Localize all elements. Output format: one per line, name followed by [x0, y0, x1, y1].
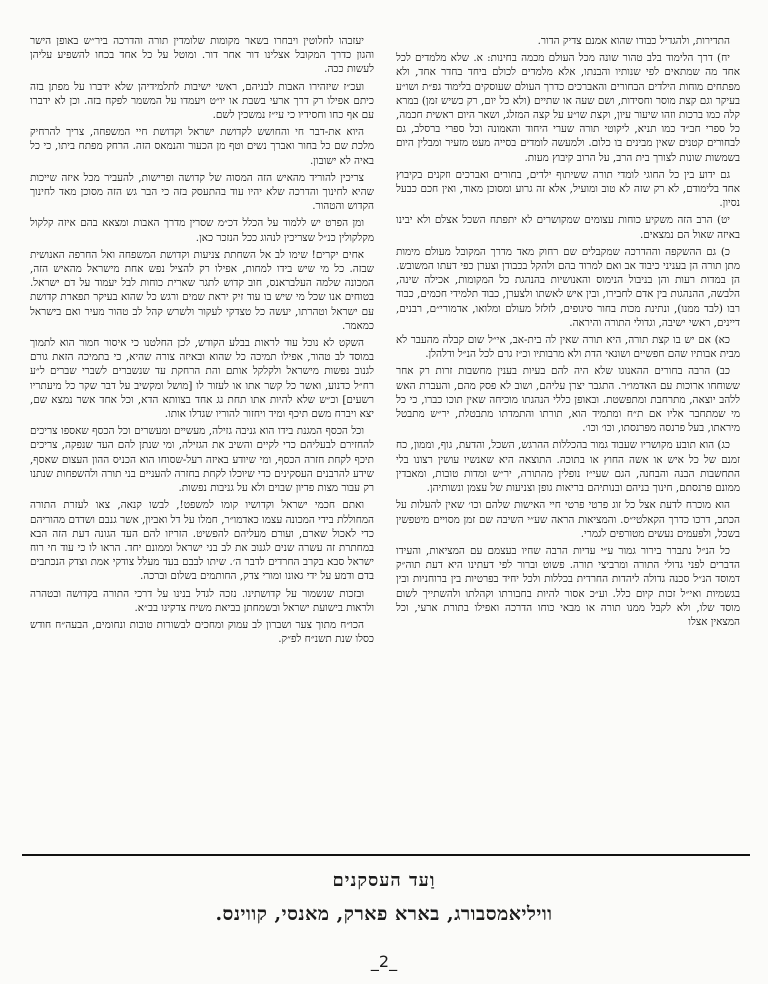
paragraph: יעזבהו לחלוטין ויבחרו בשאר מקומות שלומדין תורה והדרכה ביר״ש באופן הישר והגון כדרך המקובל אצלינו דור אחר דור. ומוטל על כל אחד בכחו להשפיע עליהן לעשות ככה. [30, 35, 374, 76]
paragraph: התדירות, ולהגדיל כבודו שהוא אמנם צדיק הדור. [537, 35, 730, 47]
paragraph: ועכ״ז שיזהירו האבות לבניהם, ראשי ישיבות לתלמידיהן שלא ידברו על מפתן בזה כיתם אפילו רק דרך ארעי בשבת או יו״ט ויעמדו על המשמר לפקח בזה. וכן לא ידברו עם אף כחו וחסידיו כי עי״ז נמשכין לשם. [30, 80, 374, 122]
footer-divider [22, 854, 750, 856]
paragraph: ובזכות שנשמור על קדושתינו. נזכה לגדל בנינו על דרכי התורה בקדושה ובטהרה ולראות בישועת ישראל ובשמחתן בביאת משיח צדקינו בב״א. [30, 587, 374, 614]
footer-title: וַעד העסקנים [332, 870, 436, 891]
text-columns [30, 34, 740, 839]
paragraph: הוא מוכרח לדעת אצל כל זוג פרטי פרטי חיי האישות שלהם וכו׳ שאין להעלות על הכתב, דרכו כדרך הקאלטי״ס. והמציאות הראה שע״י השיבה שם זמן מסויים מיטפשין בשכל, ולפעמים נעשים מטורפים לגמרי. [396, 499, 740, 540]
paragraph: השקט לא נוכל עוד לראות בבלע הקודש, לכן החלטנו כי איסור חמור הוא לתמוך במוסד לב טהור, אפילו תמיכה כל שהוא ובאיזה צורה שהיא, כי בתמיכה הזאת גורם לגנוב נפשות מישראל ולקלקל אותם והת הרחקת עד שנשברים לשברי שברים ל״ע רח״ל כדנוע, ואשר כל קשר אתו או לעזור לו [מושל ומקשיב על דבר שקר כל מיעתריו רשעים] וכ״ש שלא להיות אתו תחת גג אחד בצוותא הדא, וכל אחד אשר נמצא שם, יצא ויברח משם תיכף ומיד ויחזור להוריו שגדלו אותו. [30, 337, 374, 421]
page-number: _2_ [370, 952, 398, 971]
paragraph: צריכין להוריד מהאיש הזה המסוה של קדושה ופרישות, להעביר מכל איזה שייכות שהיא לחינוך והדרכה שלא יהיו עוד בהתעסק בזה כי הבר גש הזה מסוכן מאד לחינוך הקדוש והטהור. [30, 171, 374, 213]
paragraph: יח) דרך הלימוד בלב טהור שונה מכל העולם מכמה בחינות: א. שלא מלמדים לכל אחד מה שמתאים לפי שנותיו והבנתו, אלא מלמדים לכולם ביחד בחדר אחד, ולא מפתחים מוחות הילדים הבחורים והאברכים כדרך העולם שעוסקים בלימוד גפ״ת ושו״ע בעיקר וגם קצת מוסר וחסידות, ושם שעה או שתיים (ולא כל יום, רק כשיש זמן) במרא קלה כמו ברכות וזהו שיעור עיון, וקצת שו״ע על קצה המזלג, ושאר היום ראשית חכמה, כל ספרי חב״ד כמו תניא, ליקוטי תורה שערי היחוד והאמונה וכל ספרי ברסלב, גם לבחורים קטנים שאין מבינים בו כלום. ולמעשה לומדים בסייה מעט מזעיר ומבלין היום בשמשות שונות לצורך בית הרב, על הרוב קיבוץ מעות. [396, 52, 740, 164]
paragraph: וכל הכסף המגנת בידו הוא גניבה גזילה, מעשיים ומעשרים וכל הכסף שאספו צריכים להחזירם לבעליהם כדי לקיים והשיב את הגזילה, ומי שנתן להם העד שנפקה, צריכים תיכף לקחת חזרה הכסף, ומי שיודע באיזה רעל-שסוחו הוא הכניס ההון העצום שאסף, שידע להרבנים העסקינים כדי שיוכלו לקחת בחזרה להעניים בני תורה ולהשפחות שנתנו רק עבור מצות פדיון שבוים ולא על גניבות נפשות. [30, 425, 374, 495]
paragraph: יט) הרב הזה משקיע כוחות עצומים שמקושרים לא יתפתח השכל אצלם ולא יבינו באיזה שאול הם נמצאים. [396, 214, 740, 241]
paragraph: כ) גם ההשקפה וההדרכה שמקבלים שם רחוק מאד מדרך המקובל מעולם מימות מתן תורה הן בעניני כיבוד אב ואם למרוד בהם ולהקל בכבודן וצערן כפי דעתו המשובש. הן במדות רעות והן בניבול הנימוס והאנושיות בהנהגת כל המקומות, אכילה שינה, הלבשה, ההנהגות בין אדם לחבירו, ובין איש לאשתו ולצערן, כבוד תלמידי חכמים, כבוד רבו (לבד ממנו), ונתינת מכות בחור סיגופים, לזלזל מעולם ומלואו, אדמורי״ם, רבנים, דיינים, ראשי ישיבה, וגדולי התורה והיראה. [396, 245, 740, 329]
paragraph: כא) אם יש בו קצת תורה, היא תורה שאין לה בית-אב, אי״ל שום קבלה מהעבר לא מבית אבותיו שהם חפשיים ושונאי הדת ולא מרבותיו וכ״ז גרם לכל הנ״ל ודלהלן. [396, 334, 740, 361]
footer-locations: וויליאמסבורג, בארא פארק, מאנסי, קווינס. [215, 903, 553, 925]
paragraph: הכו״ח מתוך צער ושברון לב עמוק ומחכים לבשורות טובות ונחומים, הבעה״ח חודש כסלו שנת תשנ״ח לפ״ק. [30, 618, 374, 646]
paragraph: גם ידוע בין כל החוגי לומדי תורה ששיתוף ילדים, בחורים ואברכים וזקנים בקיבוץ אחד בלימודם, לא רק שזה לא טוב ומועיל, אלא זה גרוע ומסוכן מאוד, ואין חכם כבעל נסיון. [396, 168, 740, 210]
paragraph: היוא את-דבר חי והחושש לקדושת ישראל וקדושת חיי המשפחה, צריך להרחיק מלכת שם כל בחור ואברך נשים וטף מן הכעור והנמאס הזה. הרחק מפתח ביתו, כי כל באיה לא ישובון. [30, 126, 374, 167]
paragraph: כל הנ״ל נתברר בירור גמור ע״י עדיות הרבה שחיו בעצמם עם המציאות, והעידו הדברים לפני גדולי התורה ומרביצי תורה. פשוט וברור לפי דעתינו היא דעת תוה״ק דמוסד הנ״ל סכנה גדולה ליהדות החרדית בכללות ולכל יחיד בפרטיות בין ברוחניות ובין בגשמיות ואי״ל זכות קיום כלל. וע״כ אסור להיות בחבורתו וקהלתו ולהשתייך לשום מוסד שלו, ולא לקבל ממנו תורה או מבאי כוחו הדרכה ואפילו בתורת ארעי, וכל המצאין אצלו [396, 544, 740, 628]
paragraph: ומן הפרט יש ללמוד על הכלל דכ״מ שסרין מדרך האבות ומצאא בהם איזה קלקול מקלקולין כנ״ל שצריכין לנהוג ככל הנזכר כאן. [30, 217, 374, 244]
paragraph: ואתם חכמי ישראל וקדושיו קומו למשפט!, לבשו קנאה, צאו לעזרת התורה המחוללת בידי המכונה עצמו כאדמו״ר, חמלו על דל ואביון, אשר גנבם ושדדם מהוריהם כדי לאכול שארם, ועורם מעליהם להפשיט. הזריזו להם העד הגונה דעת הזה הבא במחתרת זה עשרה שנים לגנוב את לב בני ישראל וממונם יחד. הראו לו כי עוד חי רוח ישראל סבא בקרב החרדים לדבר ה׳. שיתו לבבם בעד מעלל צודקי אמת וצדק הנכתבים בדם ודמע על ידי גאונו ומורי צדק, החותמים בשלום וברכה. [30, 499, 374, 583]
paragraph: כג) הוא תובע מקושריו שעבוד גמור בהכללות ההרגש, השכל, והדעת, גוף, וממון, כח זמנם של כל איש או אשה החוץ או בתוכה. התוצאה היא שאנשיו עושין רצונו בלי התחשבות הבנה והבחנה, הגם שעי״ז נופלין מהתורה, יר״ש ומדות טובות, ומאבדין ממונם פרנסתם, חינוך בניהם ובנותיהם בריאות גופן וצניעות של עצמן ונשותיהן. [396, 439, 740, 495]
paragraph: אחים יקרים! שימו לב אל השחתת צניעות וקדושת המשפחה ואל החרפה האנושית שבזה. כל מי שיש בידו למחות, אפילו רק להציל נפש אחת מישראל מהאיש הזה, המכונה שלמה העלבראנס, חוב קדוש לתגר שארית כוחות לבל יעמוד על דם ישראל. בטוחים אנו שכל מי שיש בו עוד זיק יראת שמים ורגש כל שהוא בעיקר תפארת קדושת עם ישראל וטהרתו, יעשה כל טצדקי לעקור ולשרש קהל לב טהור מעיר ואם בישראל כמאמר. [30, 248, 374, 332]
right-column [396, 34, 740, 839]
left-column [30, 34, 374, 839]
paragraph: כב) הרבה בחורים ההאנוגו שלא היה להם בעיות בענין מחשבות זרות רק אחר ששוחחו ארוכות עם האדמו״ר. התגבר יצרן עליהם, ושוב לא פסק מהם, והעברת האש ללהב יוצאה, מתרחבת ומתפשטת. ובאופן כללי הנהגתו מוכיחה שאין תוכו כברו, כי כל מי שמתחבר אליו אם ת״ח ומתמיד הוא, תורתו והתמדתו מתבטלת, יר״ש מתבטל מיראתו, בעל פרנסה מפרנסתו, וכו׳ וכו׳. [396, 365, 740, 435]
